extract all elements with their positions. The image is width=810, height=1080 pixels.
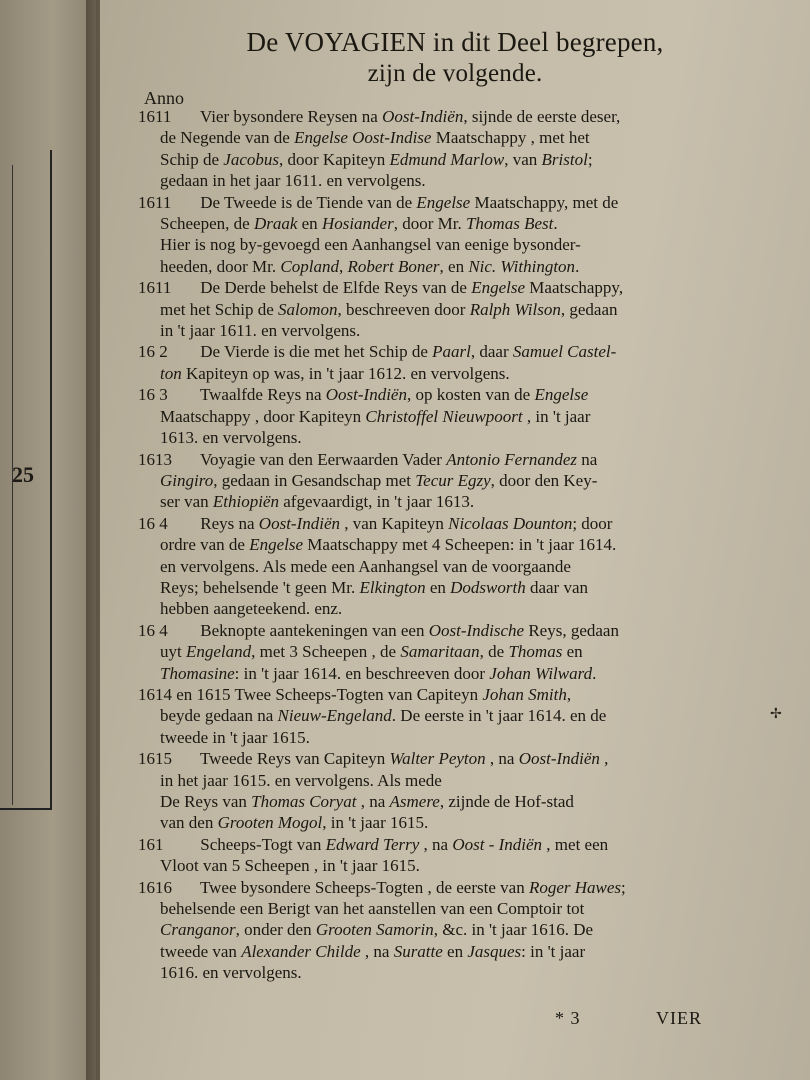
italic-name: Copland (280, 256, 339, 276)
italic-name: Ralph Wilson (469, 299, 561, 319)
italic-name: Bristol (541, 149, 588, 169)
italic-name: Engelse (534, 385, 589, 405)
entry-line: 16 4 Beknopte aantekeningen van een Oost-Indische Reys, gedaan (138, 620, 619, 640)
entry-line: beyde gedaan na Nieuw-Engeland. De eerste in 't jaar 1614. en de (160, 706, 607, 726)
italic-name: Elkington (359, 577, 426, 597)
voyage-entry (138, 192, 798, 278)
signature-mark: * 3 (555, 1008, 581, 1028)
entry-line: 1616. en vervolgens. (160, 963, 302, 983)
entry-line: gedaan in het jaar 1611. en vervolgens. (160, 171, 426, 191)
italic-name: Antonio Fernandez (446, 449, 577, 469)
italic-name: Oost-Indiën (325, 385, 407, 405)
italic-name: Nic. Withington (468, 256, 576, 276)
italic-name: Samuel Castel- (512, 342, 617, 362)
entry-year: 16 2 (138, 342, 168, 362)
italic-name: Paarl (432, 342, 471, 362)
italic-name: Nieuw-Engeland (277, 706, 392, 726)
entry-line: 1611 De Tweede is de Tiende van de Engelse Maatschappy, met de (138, 192, 619, 212)
italic-name: Oost-Indiën (382, 107, 464, 126)
entry-line: 1613 Voyagie van den Eerwaarden Vader Antonio Fernandez na (138, 449, 598, 469)
italic-name: Tecur Egzy (415, 470, 491, 490)
entry-line: behelsende een Berigt van het aanstellen van een Comptoir tot (160, 899, 585, 919)
entry-line: 1614 en 1615 Twee Scheeps-Togten van Capiteyn Johan Smith, (138, 684, 572, 704)
italic-name: Alexander Childe (241, 941, 361, 961)
italic-name: Grooten Mogol (217, 813, 323, 833)
entry-year: 1616 (138, 877, 172, 897)
catchword: VIER (656, 1008, 702, 1028)
entry-line: 16 2 De Vierde is die met het Schip de Paarl, daar Samuel Castel- (138, 342, 617, 362)
entry-line: 16 4 Reys na Oost-Indiën , van Kapiteyn Nicolaas Dounton; door (138, 513, 613, 533)
italic-name: Draak (253, 214, 298, 234)
anno-label: Anno (144, 88, 184, 108)
italic-name: Oost-Indiën (258, 513, 341, 533)
italic-name: Gingiro (160, 470, 214, 490)
entry-line: 1613. en vervolgens. (160, 428, 302, 448)
title-line-2: zijn de volgende. (367, 60, 543, 87)
italic-name: Walter Peyton (389, 749, 486, 769)
entry-year: 16 4 (138, 620, 168, 640)
entry-line: in het jaar 1615. en vervolgens. Als mede (160, 770, 442, 790)
entry-line: 16 3 Twaalfde Reys na Oost-Indiën, op kosten van de Engelse (138, 385, 589, 405)
entry-line: 1616 Twee bysondere Scheeps-Togten , de eerste van Roger Hawes; (138, 877, 626, 897)
italic-name: Cranganor (160, 920, 236, 940)
entry-line: 1611 De Derde behelst de Elfde Reys van de Engelse Maatschappy, (138, 278, 624, 298)
entry-year: 1611 (138, 107, 172, 126)
entry-line: in 't jaar 1611. en vervolgens. (160, 321, 361, 341)
voyage-entry (138, 384, 798, 448)
entry-line: Reys; behelsende 't geen Mr. Elkington en Dodsworth daar van (160, 577, 589, 597)
entry-line: Hier is nog by-gevoegd een Aanhangsel van eenige bysonder- (160, 235, 581, 255)
italic-name: Oost - Indiën (452, 834, 543, 854)
voyage-entry (138, 684, 798, 748)
left-page-number: 25 (12, 462, 34, 487)
entry-line: uyt Engeland, met 3 Scheepen , de Samaritaan, de Thomas en (160, 642, 583, 662)
italic-name: Johan Smith (482, 684, 567, 704)
entry-line: heeden, door Mr. Copland, Robert Boner, en Nic. Withington. (160, 256, 580, 276)
entry-line: ton Kapiteyn op was, in 't jaar 1612. en vervolgens. (160, 363, 510, 383)
italic-name: Engelse Oost-Indise (294, 128, 432, 148)
voyage-entry (138, 449, 798, 513)
italic-name: Jacobus (223, 149, 279, 169)
italic-name: Engelse (416, 192, 471, 212)
entry-line: De Reys van Thomas Coryat , na Asmere, zijnde de Hof-stad (160, 792, 574, 811)
entry-line: Scheepen, de Draak en Hosiander, door Mr. Thomas Best. (160, 214, 558, 234)
entry-year: 1613 (138, 449, 172, 469)
italic-name: Engelse (471, 278, 526, 298)
italic-name: Suratte (393, 941, 443, 961)
entry-line: Maatschappy , door Kapiteyn Christoffel Nieuwpoort , in 't jaar (160, 406, 591, 426)
italic-name: Edward Terry (325, 834, 420, 854)
entry-year: 161 (138, 834, 164, 854)
italic-name: Salomon (278, 299, 338, 319)
entry-line: Gingiro, gedaan in Gesandschap met Tecur Egzy, door den Key- (160, 470, 598, 490)
italic-name: Roger Hawes (528, 877, 622, 897)
entry-line: 161 Scheeps-Togt van Edward Terry , na Oost - Indiën , met een (138, 834, 609, 854)
italic-name: Thomas Best (465, 214, 554, 234)
entry-line: Vloot van 5 Scheepen , in 't jaar 1615. (160, 856, 420, 876)
italic-name: Engelse (249, 535, 304, 555)
voyage-entry (138, 277, 798, 341)
voyage-entry (138, 748, 798, 834)
entry-line: hebben aangeteekend. enz. (160, 599, 343, 619)
italic-name: Ethiopiën (212, 492, 279, 512)
italic-name: Samaritaan (400, 642, 480, 662)
italic-name: Christoffel Nieuwpoort (365, 406, 523, 426)
entry-line: Thomasine: in 't jaar 1614. en beschreeven door Johan Wilward. (160, 663, 597, 683)
voyage-entry (138, 341, 798, 384)
italic-name: Edmund Marlow (389, 149, 505, 169)
entry-line: ser van Ethiopiën afgevaardigt, in 't jaar 1613. (160, 492, 475, 512)
entry-line: Cranganor, onder den Grooten Samorin, &c. in 't jaar 1616. De (160, 920, 594, 940)
title-line-1: De VOYAGIEN in dit Deel begrepen, (246, 27, 664, 57)
entry-line: 1611 Vier bysondere Reysen na Oost-Indiën, sijnde de eerste deser, (138, 107, 621, 126)
italic-name: ton (160, 363, 182, 383)
italic-name: Engeland (185, 642, 252, 662)
italic-name: Nicolaas Dounton (448, 513, 573, 533)
italic-name: Robert Boner (347, 256, 440, 276)
book-page (100, 0, 810, 1080)
voyage-entry (138, 834, 798, 877)
italic-name: Oost-Indische (428, 620, 525, 640)
italic-name: Asmere (389, 792, 440, 811)
voyage-entry (138, 106, 798, 192)
voyage-entry (138, 620, 798, 684)
entry-line: de Negende van de Engelse Oost-Indise Maatschappy , met het (160, 128, 590, 148)
italic-name: Johan Wilward (489, 663, 593, 683)
entry-line: 1615 Tweede Reys van Capiteyn Walter Peyton , na Oost-Indiën , (138, 749, 609, 769)
italic-name: Grooten Samorin (315, 920, 434, 940)
entry-line: tweede van Alexander Childe , na Suratte en Jasques: in 't jaar (160, 941, 586, 961)
italic-name: Thomas Coryat (251, 792, 357, 811)
italic-name: Oost-Indiën (518, 749, 600, 769)
previous-page-edge (0, 0, 96, 1080)
voyage-entry (138, 877, 798, 984)
entry-year: 16 3 (138, 385, 168, 405)
italic-name: Hosiander (321, 214, 394, 234)
entry-line: ordre van de Engelse Maatschappy met 4 Scheepen: in 't jaar 1614. (160, 535, 617, 555)
entry-year: 16 4 (138, 513, 168, 533)
entry-line: en vervolgens. Als mede een Aanhangsel van de voorgaande (160, 556, 571, 576)
entry-year: 1614 en 1615 (138, 684, 231, 704)
italic-name: Dodsworth (450, 577, 526, 597)
entry-line: van den Grooten Mogol, in 't jaar 1615. (160, 813, 429, 833)
paper-speck: ✢ (770, 707, 782, 722)
entry-line: Schip de Jacobus, door Kapiteyn Edmund Marlow, van Bristol; (160, 149, 593, 169)
entry-line: met het Schip de Salomon, beschreeven door Ralph Wilson, gedaan (160, 299, 618, 319)
entry-line: tweede in 't jaar 1615. (160, 727, 310, 747)
italic-name: Thomas (508, 642, 563, 662)
italic-name: Thomasine (160, 663, 235, 683)
voyage-entry (138, 513, 798, 620)
entry-year: 1611 (138, 192, 172, 212)
italic-name: Jasques (467, 941, 522, 961)
voyage-list (138, 106, 798, 984)
entry-year: 1611 (138, 278, 172, 298)
page-title (100, 26, 810, 90)
entry-year: 1615 (138, 749, 172, 769)
